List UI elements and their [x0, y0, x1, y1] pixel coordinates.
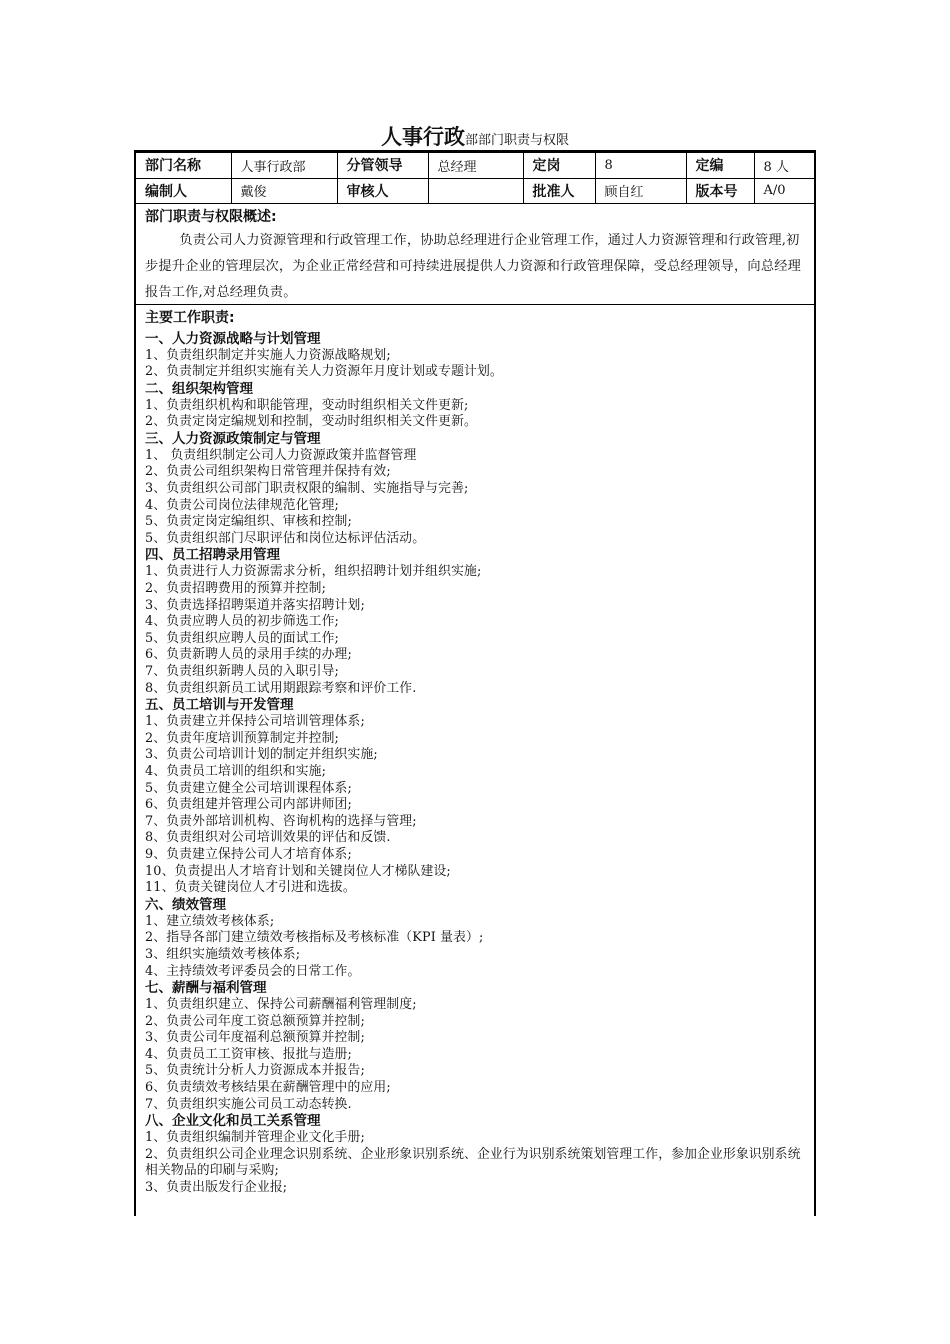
duty-group [145, 547, 805, 697]
duty-item: 3、负责公司年度福利总额预算并控制; [145, 1030, 365, 1046]
duty-group [145, 381, 805, 431]
headcount-value: 8 人 [754, 153, 814, 178]
reviewer-value [428, 178, 523, 203]
header-row-1 [136, 153, 814, 178]
duty-item: 4、负责员工工资审核、报批与造册; [145, 1046, 352, 1062]
duty-item: 1、 负责组织制定公司人力资源政策并监督管理 [145, 447, 417, 463]
duty-item: 5、负责组织应聘人员的面试工作; [145, 630, 340, 646]
duty-item: 1、负责进行人力资源需求分析，组织招聘计划并组织实施; [145, 564, 482, 580]
duty-item: 6、负责新聘人员的录用手续的办理; [145, 647, 352, 663]
duty-item: 5、负责统计分析人力资源成本并报告; [145, 1063, 365, 1079]
positions-value: 8 [595, 153, 686, 178]
headcount-label: 定编 [686, 153, 754, 178]
duty-groups [145, 331, 805, 1197]
duty-item: 1、建立绩效考核体系; [145, 913, 275, 929]
title-main: 人事行政 [380, 125, 465, 149]
duty-group-title: 五、员工培训与开发管理 [145, 697, 294, 714]
duty-item: 2、负责定岗定编规划和控制，变动时组织相关文件更新。 [145, 414, 477, 430]
duty-item: 2、指导各部门建立绩效考核指标及考核标准（KPI 量表）; [145, 930, 484, 946]
duty-item: 5、负责组织部门尽职评估和岗位达标评估活动。 [145, 530, 426, 546]
duty-item: 4、负责员工培训的组织和实施; [145, 763, 327, 779]
version-label: 版本号 [686, 178, 754, 203]
duty-group-title: 三、人力资源政策制定与管理 [145, 430, 321, 447]
duty-item: 7、负责组织实施公司员工动态转换. [145, 1096, 352, 1112]
duty-item: 2、负责制定并组织实施有关人力资源年月度计划或专题计划。 [145, 364, 503, 380]
duty-item: 9、负责建立保持公司人才培育体系; [145, 846, 352, 862]
duty-item: 1、负责组织制定并实施人力资源战略规划; [145, 347, 391, 363]
duty-item: 7、负责外部培训机构、咨询机构的选择与管理; [145, 813, 417, 829]
duty-item: 11、负责关键岗位人才引进和选拔。 [145, 880, 356, 896]
version-value: A/0 [754, 178, 814, 203]
reviewer-label: 审核人 [337, 178, 428, 203]
overview-section [136, 204, 814, 305]
duties-label: 主要工作职责: [145, 309, 235, 326]
dept-name-value: 人事行政部 [231, 153, 337, 178]
duty-item: 1、负责组织建立、保持公司薪酬福利管理制度; [145, 997, 417, 1013]
duty-item: 2、负责年度培训预算制定并控制; [145, 730, 340, 746]
duty-item: 1、负责组织编制并管理企业文化手册; [145, 1130, 365, 1146]
duty-item: 1、负责组织机构和职能管理，变动时组织相关文件更新; [145, 397, 469, 413]
duty-group-title: 一、人力资源战略与计划管理 [145, 330, 321, 347]
duty-group-title: 四、员工招聘录用管理 [145, 547, 280, 564]
duty-item: 3、组织实施绩效考核体系; [145, 946, 301, 962]
approver-value: 顾自红 [595, 178, 686, 203]
header-row-2 [136, 178, 814, 203]
dept-name-label: 部门名称 [136, 153, 231, 178]
overview-text: 负责公司人力资源管理和行政管理工作，协助总经理进行企业管理工作，通过人力资源管理和行政管理,初步提升企业的管理层次，为企业正常经营和可持续进展提供人力资源和行政管理保障，受总经理领导，向总经理报告工作,对总经理负责。 [145, 232, 801, 300]
duty-group [145, 431, 805, 548]
duty-item: 7、负责组织新聘人员的入职引导; [145, 664, 340, 679]
title-sub: 部部门职责与权限 [464, 133, 569, 148]
positions-label: 定岗 [523, 153, 595, 178]
duty-group-title: 二、组织架构管理 [145, 380, 253, 397]
duty-item: 2、负责招聘费用的预算并控制; [145, 581, 327, 597]
approver-label: 批准人 [523, 178, 595, 203]
duty-item: 6、负责绩效考核结果在薪酬管理中的应用; [145, 1080, 391, 1096]
duty-item: 3、负责公司培训计划的制定并组织实施; [145, 747, 378, 763]
duty-group [145, 331, 805, 381]
duty-group-title: 六、绩效管理 [145, 896, 226, 913]
duty-group [145, 980, 805, 1113]
duty-item: 8、负责组织对公司培训效果的评估和反馈. [145, 830, 391, 846]
duty-item: 3、负责选择招聘渠道并落实招聘计划; [145, 597, 365, 613]
duty-item: 4、负责应聘人员的初步筛选工作; [145, 614, 340, 630]
duty-group [145, 1113, 805, 1196]
author-label: 编制人 [136, 178, 231, 203]
duty-item: 2、负责组织公司企业理念识别系统、企业形象识别系统、企业行为识别系统策划管理工作，参加企业形象识别系统相关物品的印刷与采购; [145, 1146, 801, 1179]
duty-group-title: 八、企业文化和员工关系管理 [145, 1113, 321, 1130]
duty-group [145, 897, 805, 980]
duty-item: 10、负责提出人才培育计划和关键岗位人才梯队建设; [145, 863, 451, 879]
duty-item: 2、负责公司组织架构日常管理并保持有效; [145, 464, 391, 480]
duty-item: 4、主持绩效考评委员会的日常工作。 [145, 963, 361, 979]
duty-item: 8、负责组织新员工试用期跟踪考察和评价工作. [145, 680, 417, 696]
duty-item: 6、负责组建并管理公司内部讲师团; [145, 797, 352, 813]
duty-item: 4、负责公司岗位法律规范化管理; [145, 497, 340, 513]
duty-item: 3、负责出版发行企业报; [145, 1180, 288, 1196]
duties-section [136, 305, 814, 1197]
leader-label: 分管领导 [337, 153, 428, 178]
leader-value: 总经理 [428, 153, 523, 178]
duty-item: 2、负责公司年度工资总额预算并控制; [145, 1013, 365, 1029]
duty-item: 1、负责建立并保持公司培训管理体系; [145, 714, 365, 730]
duty-group-title: 七、薪酬与福利管理 [145, 980, 267, 997]
header-table [136, 153, 814, 204]
author-value: 戴俊 [231, 178, 337, 203]
overview-label: 部门职责与权限概述: [145, 208, 277, 225]
duty-group [145, 697, 805, 897]
duty-item: 5、负责定岗定编组织、审核和控制; [145, 514, 352, 530]
duty-item: 5、负责建立健全公司培训课程体系; [145, 780, 352, 796]
responsibility-table [134, 150, 816, 1216]
duty-item: 3、负责组织公司部门职责权限的编制、实施指导与完善; [145, 481, 469, 497]
